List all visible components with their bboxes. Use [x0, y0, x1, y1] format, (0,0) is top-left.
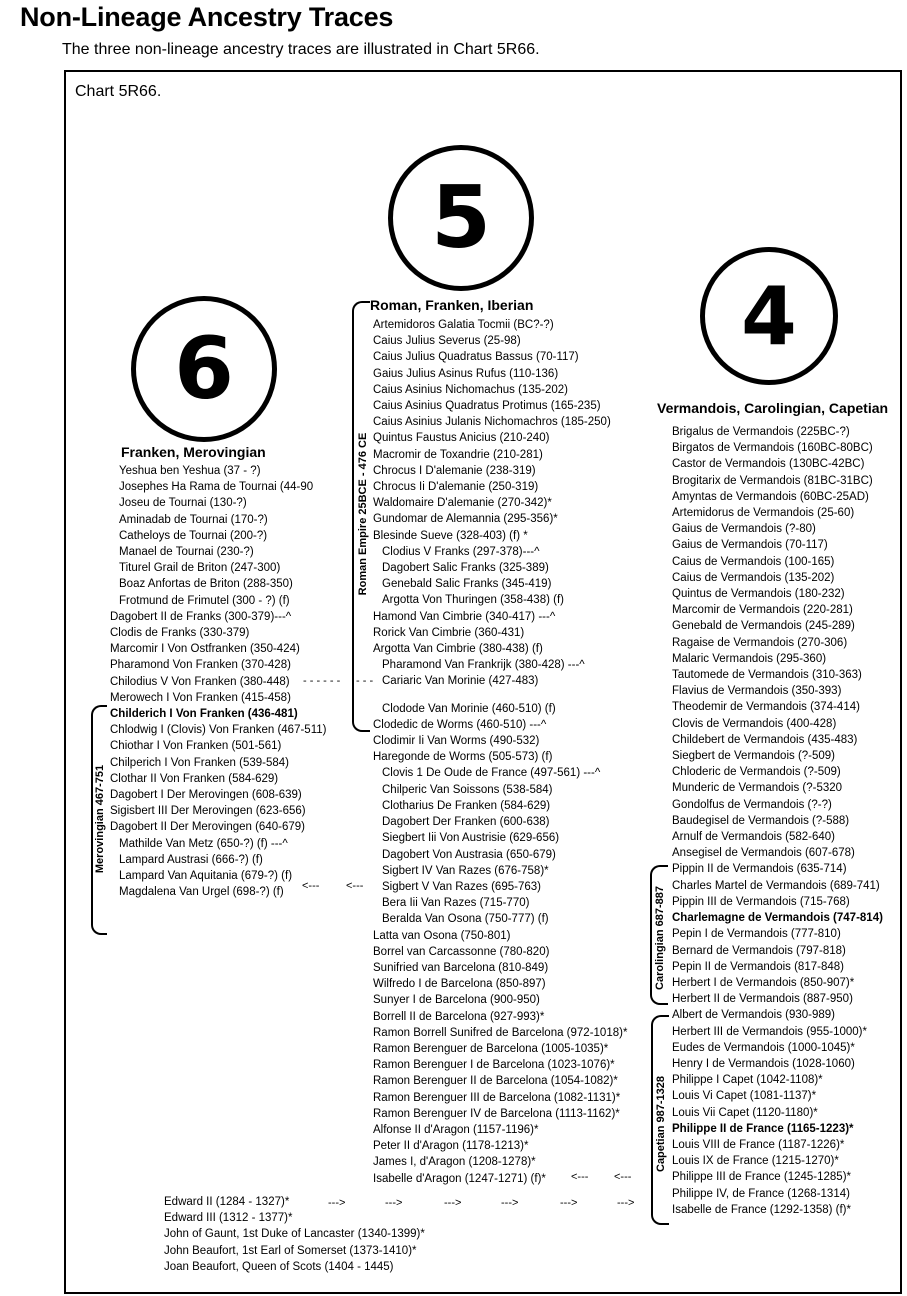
list-item: Caius Asinius Quadratus Protimus (165-235) [373, 400, 601, 413]
list-item: Beralda Van Osona (750-777) (f) [382, 913, 549, 926]
list-item: Genebald Salic Franks (345-419) [382, 578, 552, 591]
list-item: Gaius Julius Asinus Rufus (110-136) [373, 367, 559, 380]
list-item: Pharamond Von Franken (370-428) [110, 659, 291, 672]
list-item: Alfonse II d'Aragon (1157-1196)* [373, 1123, 539, 1136]
list-item: Philippe II de France (1165-1223)* [672, 1122, 854, 1135]
list-item: Gaius de Vermandois (70-117) [672, 539, 828, 552]
circle-4-number: 4 [741, 269, 797, 363]
connector-dash-left: - - - - - - [303, 675, 341, 687]
list-item: Dagobert I Der Merovingen (608-639) [110, 789, 302, 802]
list-item: Herbert I de Vermandois (850-907)* [672, 976, 855, 989]
list-item: Borrell II de Barcelona (927-993)* [373, 1010, 545, 1023]
list-item: Siegbert Iii Von Austrisie (629-656) [382, 832, 560, 845]
list-item: Bernard de Vermandois (797-818) [672, 944, 846, 957]
list-item: Caius Asinius Julanis Nichomachros (185-250) [373, 416, 611, 429]
circle-6 [131, 296, 277, 442]
list-item: Chiothar I Von Franken (501-561) [110, 740, 282, 753]
list-item: Eudes de Vermandois (1000-1045)* [672, 1041, 855, 1054]
arrow-right-4: ---> [501, 1197, 519, 1209]
list-item: Clodius V Franks (297-378)---^ [382, 545, 540, 558]
list-item: Malaric Vermandois (295-360) [672, 652, 827, 665]
list-item: Hamond Van Cimbrie (340-417) ---^ [373, 610, 556, 623]
list-item: Gondolfus de Vermandois (?-?) [672, 798, 832, 811]
chart-label: Chart 5R66. [75, 83, 162, 100]
col5-list [373, 317, 627, 1187]
list-item: Marcomir de Vermandois (220-281) [672, 604, 853, 617]
list-item: Macromir de Toxandrie (210-281) [373, 448, 543, 461]
list-item: Pippin II de Vermandois (635-714) [672, 863, 847, 876]
list-item: Chilodius V Von Franken (380-448) [110, 675, 290, 688]
list-item: Ramon Berenguer II de Barcelona (1054-1082)* [373, 1075, 618, 1088]
list-item: Dagobert Salic Franks (325-389) [382, 562, 549, 575]
list-item: Albert de Vermandois (930-989) [672, 1009, 836, 1022]
list-item: Isabelle d'Aragon (1247-1271) (f)* [373, 1172, 546, 1185]
list-item: Dagobert Von Austrasia (650-679) [382, 848, 556, 861]
list-item: Peter II d'Aragon (1178-1213)* [373, 1140, 529, 1153]
list-item: Clodimir Ii Van Worms (490-532) [373, 735, 540, 748]
list-item: Sigbert IV Van Razes (676-758)* [382, 864, 549, 877]
list-item: Caius de Vermandois (135-202) [672, 571, 835, 584]
list-item: Louis IX de France (1215-1270)* [672, 1155, 839, 1168]
list-item: Ramon Borrell Sunifred de Barcelona (972-1018)* [373, 1026, 628, 1039]
list-item: Sunyer I de Barcelona (900-950) [373, 994, 540, 1007]
list-item: Tautomede de Vermandois (310-363) [672, 669, 862, 682]
list-item: Gundomar de Alemannia (295-356)* [373, 513, 558, 526]
intro-text: The three non-lineage ancestry traces are illustrated in Chart 5R66. [62, 41, 540, 58]
list-item: Chlodwig I (Clovis) Von Franken (467-511) [110, 724, 327, 737]
list-item: Artemidoros Galatia Tocmii (BC?-?) [373, 319, 554, 331]
list-item: Caius Julius Severus (25-98) [373, 335, 521, 348]
merovingian-label: Merovingian 467-751 [94, 764, 106, 874]
list-item: Lampard Austrasi (666-?) (f) [119, 853, 263, 866]
list-item: Artemidorus de Vermandois (25-60) [672, 507, 855, 520]
list-item: Castor de Vermandois (130BC-42BC) [672, 458, 865, 471]
list-item: Clodedic de Worms (460-510) ---^ [373, 718, 547, 731]
list-item: Merowech I Von Franken (415-458) [110, 691, 291, 704]
list-item: Edward III (1312 - 1377)* [164, 1212, 293, 1225]
list-item: Argotta Von Thuringen (358-438) (f) [382, 594, 564, 607]
list-item: Bera Iii Van Razes (715-770) [382, 897, 530, 910]
list-item: Boaz Anfortas de Briton (288-350) [119, 578, 293, 591]
arrow-right-5: ---> [560, 1197, 578, 1209]
list-item: Yeshua ben Yeshua (37 - ?) [119, 465, 261, 477]
list-item: Josephes Ha Rama de Tournai (44-90 [119, 481, 314, 494]
list-item: Ansegisel de Vermandois (607-678) [672, 847, 855, 860]
arrow-left-b: <--- [346, 880, 364, 892]
list-item: Clovis de Vermandois (400-428) [672, 717, 837, 730]
list-item: Sunifried van Barcelona (810-849) [373, 961, 549, 974]
col6-list [110, 463, 326, 900]
list-item: Caius Julius Quadratus Bassus (70-117) [373, 351, 579, 364]
list-item: Dagobert II de Franks (300-379)---^ [110, 610, 292, 623]
list-item: Herbert III de Vermandois (955-1000)* [672, 1025, 867, 1038]
list-item: Charles Martel de Vermandois (689-741) [672, 879, 880, 892]
list-item: Philippe III de France (1245-1285)* [672, 1171, 851, 1184]
list-item: Sigbert V Van Razes (695-763) [382, 880, 541, 893]
list-item: Clovis 1 De Oude de France (497-561) ---^ [382, 767, 601, 780]
list-item: Ramon Berenguer I de Barcelona (1023-1076)* [373, 1059, 615, 1072]
arrow-left-a: <--- [302, 880, 320, 892]
list-item: Herbert II de Vermandois (887-950) [672, 993, 853, 1006]
list-item: Ramon Berenguer de Barcelona (1005-1035)* [373, 1042, 609, 1055]
list-item: Amyntas de Vermandois (60BC-25AD) [672, 490, 869, 503]
list-item: John of Gaunt, 1st Duke of Lancaster (1340-1399)* [164, 1228, 425, 1241]
list-item: Birgatos de Vermandois (160BC-80BC) [672, 442, 873, 455]
list-item: Frotmund de Frimutel (300 - ?) (f) [119, 594, 290, 607]
list-item: Haregonde de Worms (505-573) (f) [373, 751, 553, 764]
list-item: Catheloys de Tournai (200-?) [119, 529, 268, 542]
connector-dash-right: - - - [356, 675, 374, 687]
col4-heading: Vermandois, Carolingian, Capetian [657, 400, 889, 416]
list-item: Caius Asinius Nichomachus (135-202) [373, 383, 568, 396]
arrow-right-2: ---> [385, 1197, 403, 1209]
list-item: Siegbert de Vermandois (?-509) [672, 750, 836, 763]
list-item: Ramon Berenguer III de Barcelona (1082-1131)* [373, 1091, 621, 1104]
list-item: Magdalena Van Urgel (698-?) (f) [119, 886, 284, 899]
list-item: Brigalus de Vermandois (225BC-?) [672, 426, 850, 438]
col4-list [672, 424, 883, 1218]
carolingian-label: Carolingian 687-887 [654, 886, 666, 990]
list-item: Ragaise de Vermandois (270-306) [672, 636, 848, 649]
list-item: Genebald de Vermandois (245-289) [672, 620, 855, 633]
list-item: Chilperich I Von Franken (539-584) [110, 756, 289, 769]
circle-5-number: 5 [431, 168, 491, 268]
list-item: Baudegisel de Vermandois (?-588) [672, 814, 850, 827]
list-item: Sigisbert III Der Merovingen (623-656) [110, 805, 306, 818]
list-item: Wilfredo I de Barcelona (850-897) [373, 978, 546, 991]
arrow-right-3: ---> [444, 1197, 462, 1209]
list-item: Pepin I de Vermandois (777-810) [672, 928, 841, 941]
circle-5 [388, 145, 534, 291]
list-item: Argotta Van Cimbrie (380-438) (f) [373, 643, 543, 656]
list-item: Pippin III de Vermandois (715-768) [672, 895, 850, 908]
list-item: Dagobert II Der Merovingen (640-679) [110, 821, 305, 834]
arrow-right-6: ---> [617, 1197, 635, 1209]
list-item: Brogitarix de Vermandois (81BC-31BC) [672, 474, 873, 487]
list-item: Clotharius De Franken (584-629) [382, 799, 551, 812]
list-item: Chrocus I D'alemanie (238-319) [373, 464, 536, 477]
arrow-isabelle-b: <--- [614, 1171, 632, 1183]
list-item: Edward II (1284 - 1327)* [164, 1196, 290, 1208]
list-item: Flavius de Vermandois (350-393) [672, 685, 842, 698]
list-item: Pharamond Van Frankrijk (380-428) ---^ [382, 659, 585, 672]
list-item: James I, d'Aragon (1208-1278)* [373, 1156, 536, 1169]
list-item: Lampard Van Aquitania (679-?) (f) [119, 870, 293, 883]
list-item: Childerich I Von Franken (436-481) [110, 708, 298, 721]
list-item: Waldomaire D'alemanie (270-342)* [373, 497, 552, 510]
list-item: Chilperic Van Soissons (538-584) [382, 783, 553, 796]
page-title: Non-Lineage Ancestry Traces [20, 2, 394, 32]
list-item: Aminadab de Tournai (170-?) [119, 513, 268, 526]
arrow-isabelle-a: <--- [571, 1171, 589, 1183]
list-item: Caius de Vermandois (100-165) [672, 555, 835, 568]
list-item: Mathilde Van Metz (650-?) (f) ---^ [119, 837, 288, 850]
list-item: Titurel Grail de Briton (247-300) [119, 562, 281, 575]
list-item: Louis VIII de France (1187-1226)* [672, 1138, 845, 1151]
list-item: Rorick Van Cimbrie (360-431) [373, 626, 525, 639]
circle-4 [700, 247, 838, 385]
list-item: Chloderic de Vermandois (?-509) [672, 766, 841, 779]
list-item: Chrocus Ii D'alemanie (250-319) [373, 481, 539, 494]
list-item: Latta van Osona (750-801) [373, 929, 511, 942]
list-item: Louis Vii Capet (1120-1180)* [672, 1106, 818, 1119]
list-item: Quintus de Vermandois (180-232) [672, 588, 845, 601]
list-item: Manael de Tournai (230-?) [119, 546, 254, 559]
list-item: John Beaufort, 1st Earl of Somerset (1373-1410)* [164, 1244, 417, 1257]
list-item: Theodemir de Vermandois (374-414) [672, 701, 860, 714]
col6-heading: Franken, Merovingian [121, 444, 266, 460]
capetian-label: Capetian 987-1328 [655, 1076, 667, 1172]
list-item: Henry I de Vermandois (1028-1060) [672, 1057, 855, 1070]
arrow-right-1: ---> [328, 1197, 346, 1209]
list-item: Philippe I Capet (1042-1108)* [672, 1074, 823, 1087]
list-item: Joseu de Tournai (130-?) [119, 497, 247, 510]
list-item: Cariaric Van Morinie (427-483) [382, 675, 539, 688]
list-item: Philippe IV, de France (1268-1314) [672, 1187, 850, 1200]
roman-empire-label: Roman Empire 25BCE - 476 CE [357, 432, 369, 596]
list-item: Borrel van Carcassonne (780-820) [373, 945, 550, 958]
list-item: Joan Beaufort, Queen of Scots (1404 - 1445) [164, 1260, 394, 1273]
col5-heading: Roman, Franken, Iberian [370, 297, 534, 313]
list-item: Clothar II Von Franken (584-629) [110, 772, 279, 785]
list-item: Marcomir I Von Ostfranken (350-424) [110, 643, 300, 656]
list-item: Quintus Faustus Anicius (210-240) [373, 432, 550, 445]
list-item: Childebert de Vermandois (435-483) [672, 733, 858, 746]
list-item: Isabelle de France (1292-1358) (f)* [672, 1203, 851, 1216]
list-item: Blesinde Sueve (328-403) (f) * [373, 529, 528, 542]
list-item: Dagobert Der Franken (600-638) [382, 816, 550, 829]
list-item: Munderic de Vermandois (?-5320 [672, 782, 843, 795]
list-item: Pepin II de Vermandois (817-848) [672, 960, 844, 973]
list-item: Arnulf de Vermandois (582-640) [672, 831, 836, 844]
circle-6-number: 6 [174, 319, 234, 419]
list-item: Clodis de Franks (330-379) [110, 627, 250, 640]
list-item: Gaius de Vermandois (?-80) [672, 523, 816, 536]
list-item: Ramon Berenguer IV de Barcelona (1113-1162)* [373, 1107, 620, 1120]
list-item: Clodode Van Morinie (460-510) (f) [382, 702, 556, 715]
list-item: Charlemagne de Vermandois (747-814) [672, 912, 883, 925]
list-item: Louis Vi Capet (1081-1137)* [672, 1090, 817, 1103]
